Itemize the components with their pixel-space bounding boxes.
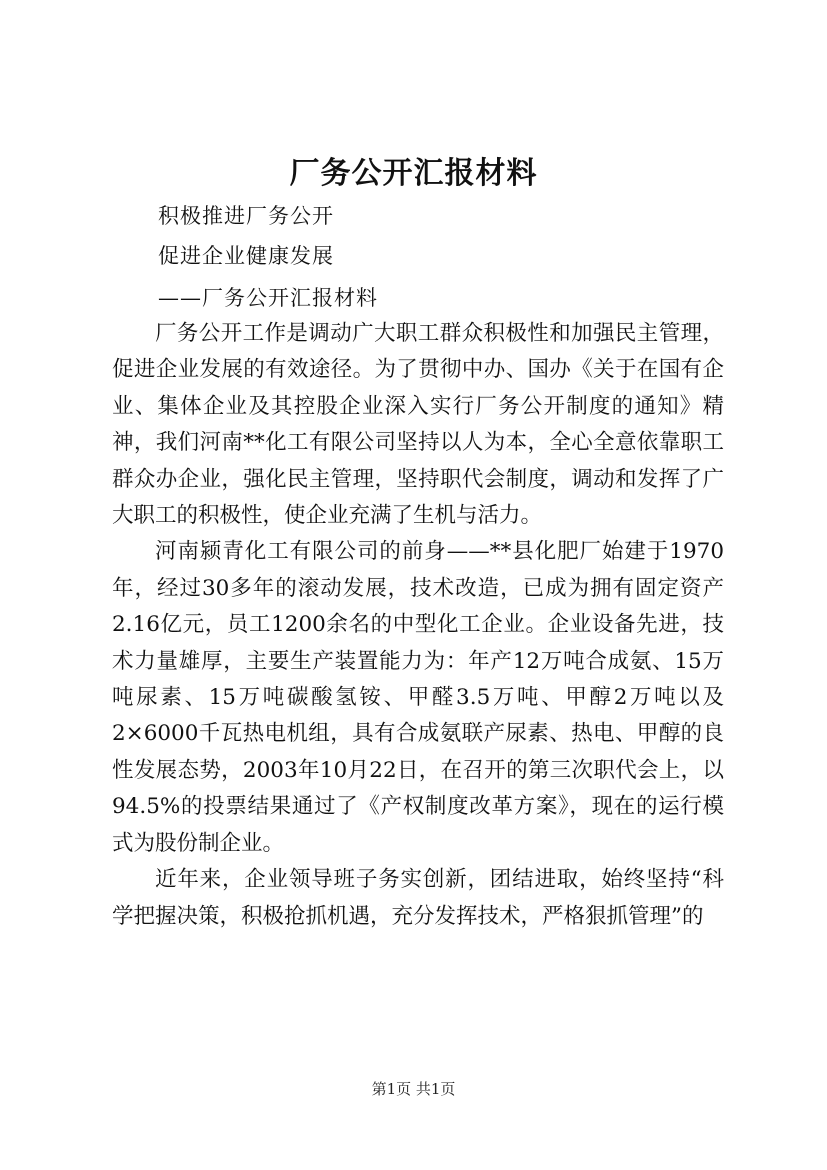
subtitle-line-2: 促进企业健康发展: [158, 244, 334, 268]
body-paragraph-1: 厂务公开工作是调动广大职工群众积极性和加强民主管理，促进企业发展的有效途径。为了贯彻中办、国办《关于在国有企业、集体企业及其控股企业深入实行厂务公开制度的通知》精神，我们河南**化工有限公司坚持以人为本，全心全意依靠职工群众办企业，强化民主管理，坚持职代会制度，调动和发挥了广大职工的积极性，使企业充满了生机与活力。: [112, 321, 724, 529]
body-paragraph-2: 河南颍青化工有限公司的前身——**县化肥厂始建于1970年，经过30多年的滚动发展，技术改造，已成为拥有固定资产2.16亿元，员工1200余名的中型化工企业。企业设备先进，技术力量雄厚，主要生产装置能力为：年产12万吨合成氨、15万吨尿素、15万吨碳酸氢铵、甲醛3.5万吨、甲醇2万吨以及2×6000千瓦热电机组，具有合成氨联产尿素、热电、甲醇的良性发展态势，2003年10月22日，在召开的第三次职代会上，以94.5%的投票结果通过了《产权制度改革方案》，现在的运行模式为股份制企业。: [112, 539, 724, 856]
subtitle-line-3: ——厂务公开汇报材料: [158, 286, 378, 310]
document-title: 厂务公开汇报材料: [289, 156, 538, 191]
page-footer: 第1页 共1页: [371, 1080, 456, 1098]
subtitle-line-1: 积极推进厂务公开: [158, 204, 334, 228]
document-body: [112, 316, 724, 935]
body-paragraph-3: 近年来，企业领导班子务实创新，团结进取，始终坚持“科学把握决策，积极抢抓机遇，充分发挥技术，严格狠抓管理”的: [112, 867, 724, 929]
